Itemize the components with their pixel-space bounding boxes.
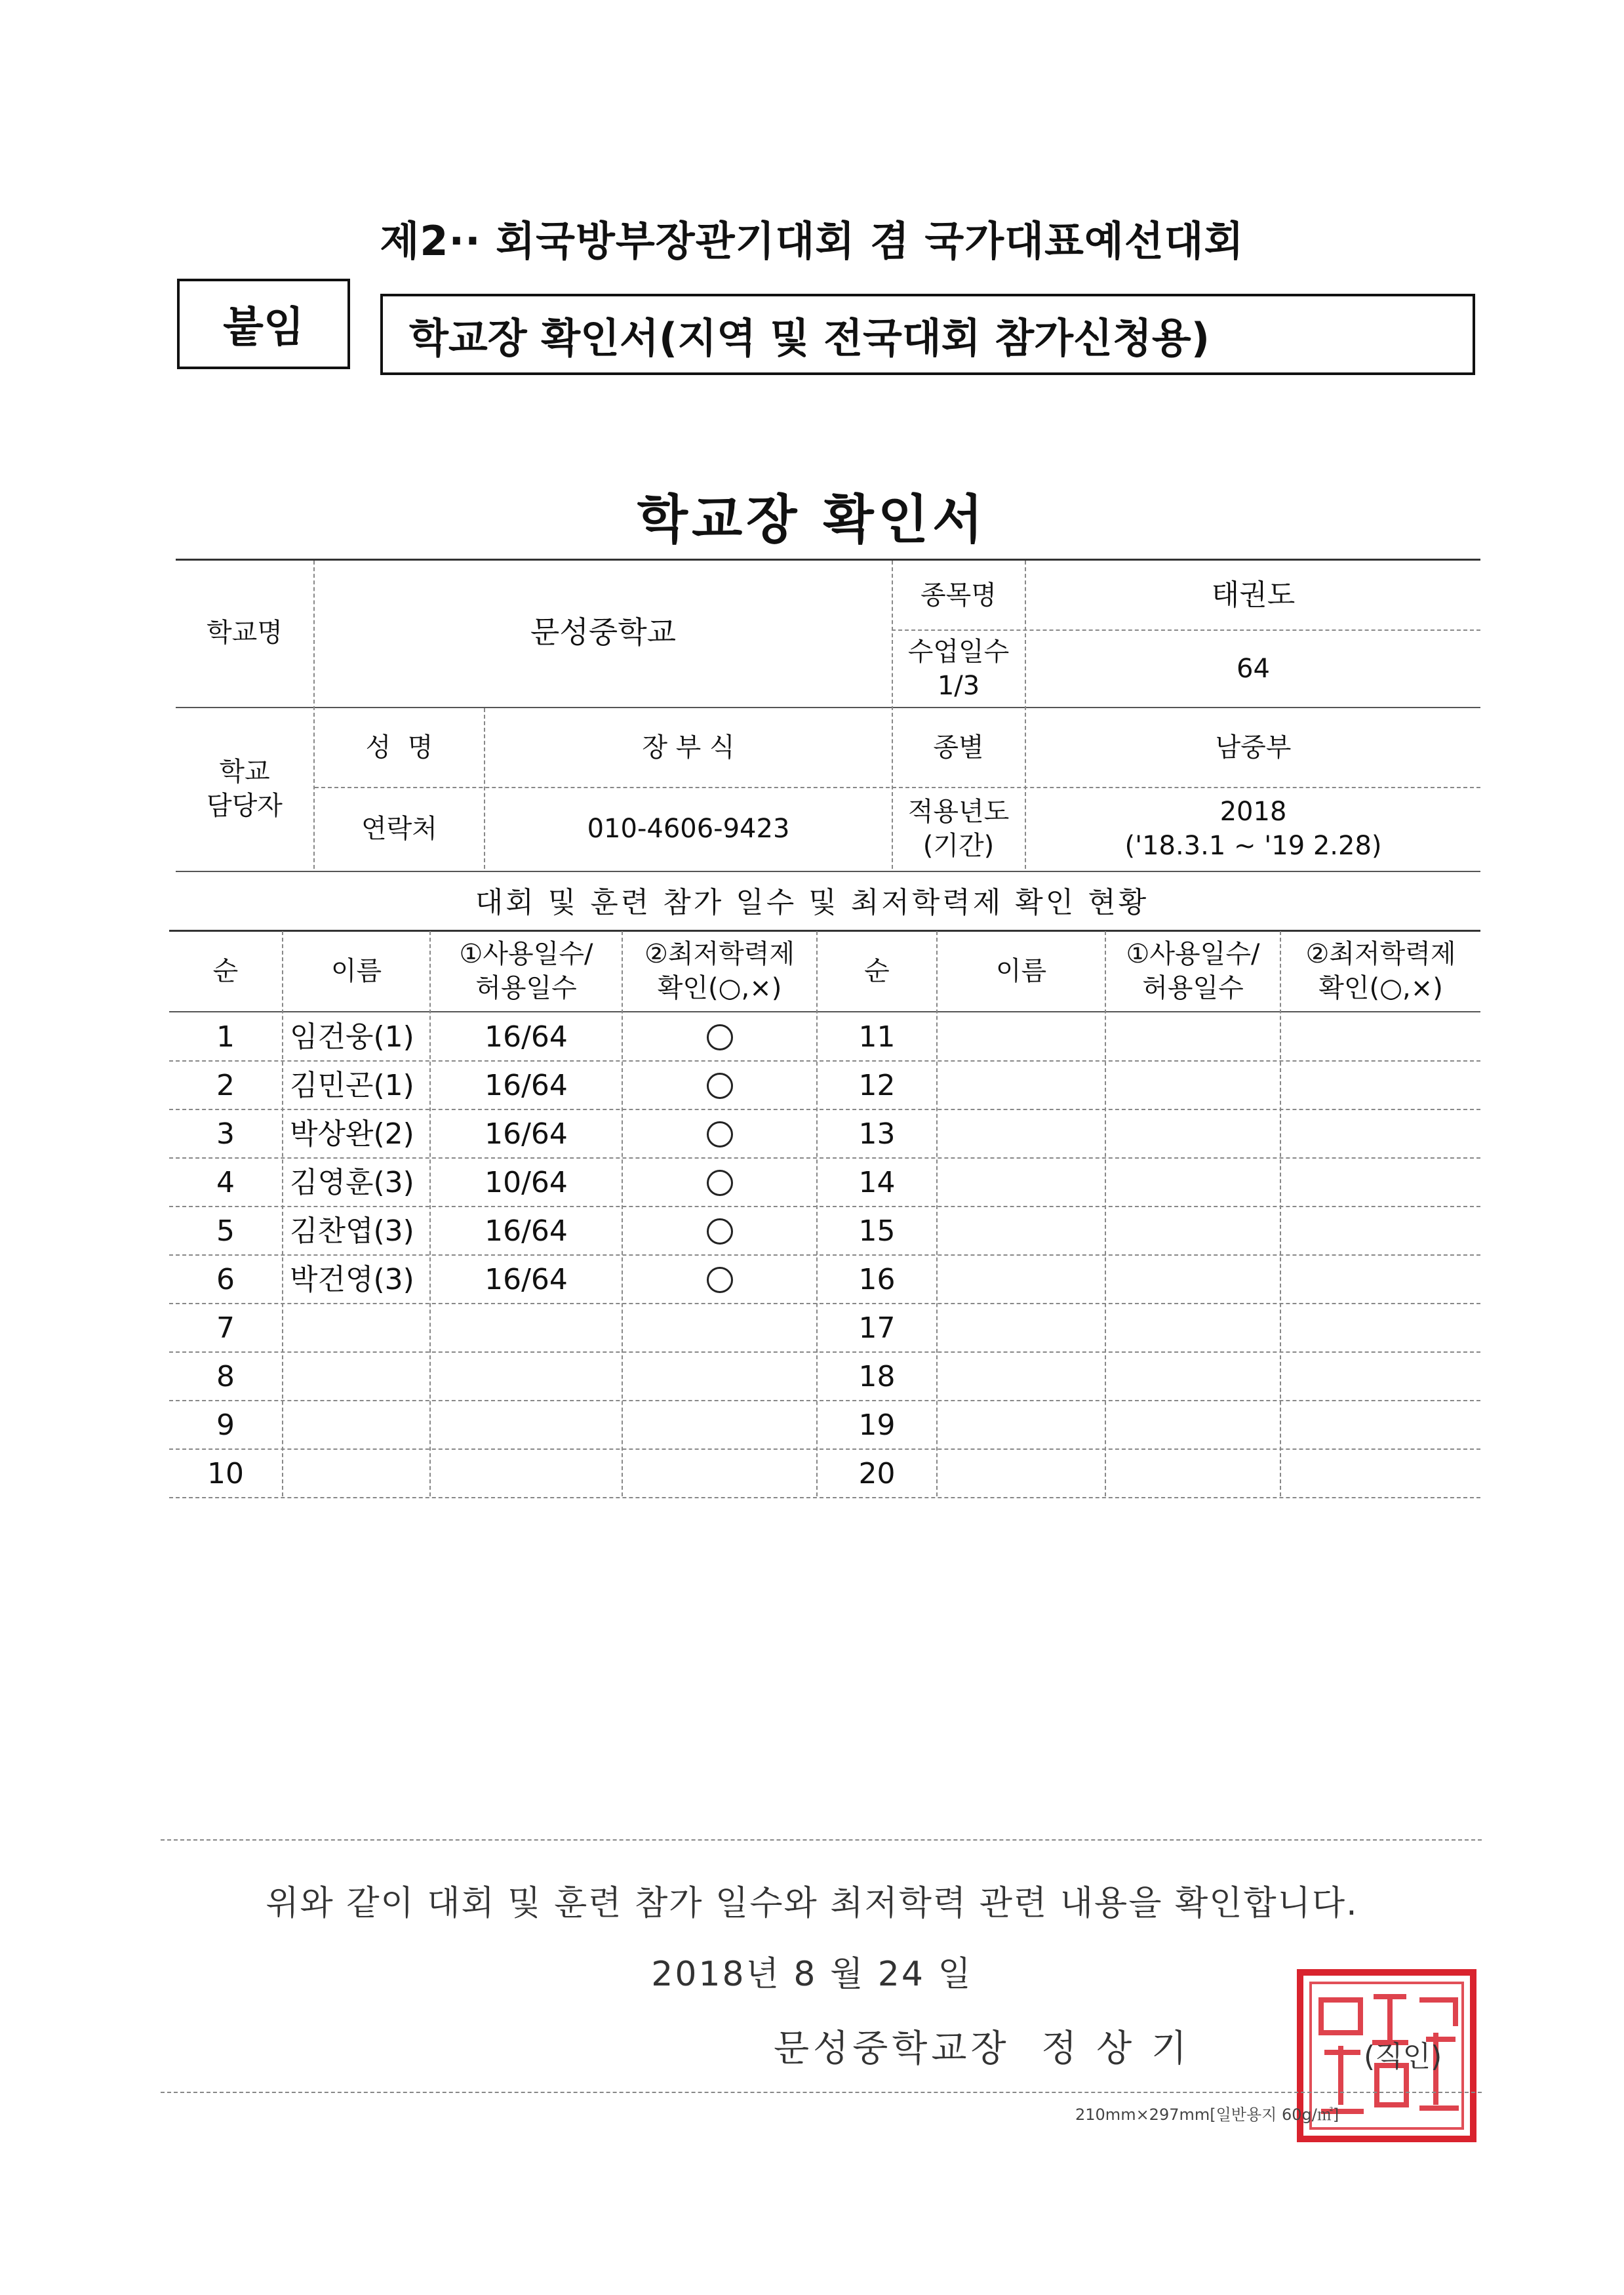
days-used xyxy=(1106,1013,1280,1062)
header-check-left xyxy=(623,931,816,1011)
athlete-name xyxy=(938,1256,1105,1304)
check-circle-icon xyxy=(707,1267,733,1293)
header-name-right: 이름 xyxy=(995,956,1047,986)
row-number: 15 xyxy=(858,1214,896,1248)
athlete-name xyxy=(283,1450,429,1498)
category-value: 남중부 xyxy=(1215,732,1292,763)
header-check-left-line1: ②최저학력제 xyxy=(644,939,795,969)
days-used xyxy=(1106,1110,1280,1159)
academic-check xyxy=(623,1207,816,1256)
row-number: 4 xyxy=(216,1166,235,1200)
year-value-line2: ('18.3.1 ~ '19 2.28) xyxy=(1124,831,1382,861)
athlete-name xyxy=(283,1353,429,1401)
manager-label-line1: 학교 xyxy=(219,757,270,787)
athlete-name: 박건영(3) xyxy=(290,1263,414,1297)
days-used xyxy=(1106,1450,1280,1498)
academic-check xyxy=(623,1256,816,1304)
athlete-name: 김찬엽(3) xyxy=(290,1214,414,1248)
days-used: 10/64 xyxy=(485,1166,568,1200)
sport-label: 종목명 xyxy=(921,580,997,610)
days-used xyxy=(431,1450,622,1498)
header-days-left-line1: ①사용일수/ xyxy=(459,939,593,969)
row-number: 18 xyxy=(858,1360,896,1394)
check-circle-icon xyxy=(707,1218,733,1245)
attachment-label: 붙임 xyxy=(223,304,304,352)
table-header-line xyxy=(169,1011,1480,1012)
class-days-value: 64 xyxy=(1237,653,1270,684)
principal-text: 문성중학교장 정 상 기 xyxy=(774,2027,1191,2070)
manager-name: 장 부 식 xyxy=(642,732,735,763)
doc-title: 학교장 확인서 xyxy=(637,489,987,550)
athlete-name xyxy=(283,1401,429,1450)
attachment-box xyxy=(177,279,350,369)
footer-bottom-line xyxy=(161,2092,1482,2093)
days-used xyxy=(1106,1256,1280,1304)
check-circle-icon xyxy=(707,1170,733,1196)
days-used: 16/64 xyxy=(485,1020,568,1054)
days-used: 16/64 xyxy=(485,1214,568,1248)
academic-check xyxy=(623,1450,816,1498)
academic-check xyxy=(1281,1450,1480,1498)
header-check-left-line2: 확인(○,×) xyxy=(657,973,782,1003)
manager-label xyxy=(176,708,313,869)
athlete-name xyxy=(938,1110,1105,1159)
academic-check xyxy=(1281,1062,1480,1110)
athlete-name: 김영훈(3) xyxy=(290,1166,414,1200)
header-days-right-line2: 허용일수 xyxy=(1142,973,1244,1003)
row-number: 10 xyxy=(207,1457,244,1491)
academic-check xyxy=(623,1304,816,1353)
class-days-label-line1: 수업일수 xyxy=(907,636,1010,667)
header-days-right xyxy=(1106,931,1280,1011)
header-check-right-line1: ②최저학력제 xyxy=(1305,939,1456,969)
academic-check xyxy=(623,1062,816,1110)
paper-note: 210mm×297mm[일반용지 60g/㎡] xyxy=(1075,2105,1339,2124)
info-bottom-line xyxy=(176,871,1480,872)
year-label-line2: (기간) xyxy=(922,831,995,861)
category-label: 종별 xyxy=(933,732,984,763)
academic-check xyxy=(623,1110,816,1159)
academic-check xyxy=(1281,1013,1480,1062)
athlete-name xyxy=(938,1353,1105,1401)
days-used xyxy=(1106,1353,1280,1401)
header-days-right-line1: ①사용일수/ xyxy=(1126,939,1260,969)
row-number: 14 xyxy=(858,1166,896,1200)
academic-check xyxy=(623,1401,816,1450)
year-label xyxy=(893,788,1024,869)
days-used: 16/64 xyxy=(485,1117,568,1151)
row-number: 8 xyxy=(216,1360,235,1394)
row-number: 7 xyxy=(216,1311,235,1346)
days-used xyxy=(1106,1304,1280,1353)
row-number: 19 xyxy=(858,1408,896,1443)
seal-note: (직인) xyxy=(1364,2040,1442,2073)
academic-check xyxy=(1281,1353,1480,1401)
days-used xyxy=(431,1353,622,1401)
check-circle-icon xyxy=(707,1073,733,1099)
days-used xyxy=(1106,1159,1280,1207)
athlete-name: 임건웅(1) xyxy=(290,1020,414,1054)
athlete-name xyxy=(938,1401,1105,1450)
athlete-name xyxy=(283,1304,429,1353)
row-number: 12 xyxy=(858,1069,896,1103)
academic-check xyxy=(1281,1159,1480,1207)
name-label: 성 명 xyxy=(365,732,433,763)
date-text: 2018년 8 월 24 일 xyxy=(651,1955,973,1994)
academic-check xyxy=(623,1353,816,1401)
footer-top-line xyxy=(161,1839,1482,1841)
contact-value: 010-4606-9423 xyxy=(587,814,790,844)
header-name-left: 이름 xyxy=(330,956,382,986)
class-days-label-line2: 1/3 xyxy=(937,670,980,701)
days-used xyxy=(431,1304,622,1353)
sport-value: 태권도 xyxy=(1211,578,1296,612)
header-check-right-line2: 확인(○,×) xyxy=(1318,973,1443,1003)
academic-check xyxy=(1281,1110,1480,1159)
athlete-name xyxy=(938,1159,1105,1207)
school-name: 문성중학교 xyxy=(530,614,677,650)
academic-check xyxy=(1281,1256,1480,1304)
row-number: 6 xyxy=(216,1263,235,1297)
contact-label: 연락처 xyxy=(361,814,437,844)
row-number: 13 xyxy=(858,1117,896,1151)
academic-check xyxy=(1281,1304,1480,1353)
confirm-text: 위와 같이 대회 및 훈련 참가 일수와 최저학력 관련 내용을 확인합니다. xyxy=(266,1884,1358,1923)
header-no-right: 순 xyxy=(864,956,890,986)
row-number: 11 xyxy=(858,1020,896,1054)
section-title: 대회 및 훈련 참가 일수 및 최저학력제 확인 현황 xyxy=(475,886,1149,919)
row-number: 20 xyxy=(858,1457,896,1491)
form-title-box xyxy=(380,294,1475,375)
athlete-name xyxy=(938,1450,1105,1498)
days-used: 16/64 xyxy=(485,1069,568,1103)
athlete-name xyxy=(938,1013,1105,1062)
header-days-left xyxy=(431,931,622,1011)
days-used xyxy=(431,1401,622,1450)
row-number: 2 xyxy=(216,1069,235,1103)
academic-check xyxy=(623,1159,816,1207)
year-value-line1: 2018 xyxy=(1219,797,1287,827)
athlete-name xyxy=(938,1062,1105,1110)
event-title: 제2·· 회국방부장관기대회 겸 국가대표예선대회 xyxy=(380,217,1244,265)
form-title: 학교장 확인서(지역 및 전국대회 참가신청용) xyxy=(409,313,1210,362)
year-label-line1: 적용년도 xyxy=(907,797,1010,827)
academic-check xyxy=(1281,1207,1480,1256)
athlete-name: 김민곤(1) xyxy=(290,1069,414,1103)
athlete-name xyxy=(938,1304,1105,1353)
athlete-name: 박상완(2) xyxy=(290,1117,414,1151)
school-label: 학교명 xyxy=(207,618,283,648)
class-days-label xyxy=(893,631,1024,706)
row-number: 3 xyxy=(216,1117,235,1151)
days-used: 16/64 xyxy=(485,1263,568,1297)
header-days-left-line2: 허용일수 xyxy=(475,973,577,1003)
row-number: 17 xyxy=(858,1311,896,1346)
row-number: 1 xyxy=(216,1020,235,1054)
days-used xyxy=(1106,1062,1280,1110)
check-circle-icon xyxy=(707,1024,733,1050)
row-number: 5 xyxy=(216,1214,235,1248)
row-number: 9 xyxy=(216,1408,235,1443)
year-value xyxy=(1026,788,1480,869)
academic-check xyxy=(1281,1401,1480,1450)
athlete-name xyxy=(938,1207,1105,1256)
days-used xyxy=(1106,1401,1280,1450)
days-used xyxy=(1106,1207,1280,1256)
row-number: 16 xyxy=(858,1263,896,1297)
header-check-right xyxy=(1281,931,1480,1011)
header-no-left: 순 xyxy=(212,956,239,986)
manager-label-line2: 담당자 xyxy=(207,791,283,821)
academic-check xyxy=(623,1013,816,1062)
check-circle-icon xyxy=(707,1121,733,1148)
